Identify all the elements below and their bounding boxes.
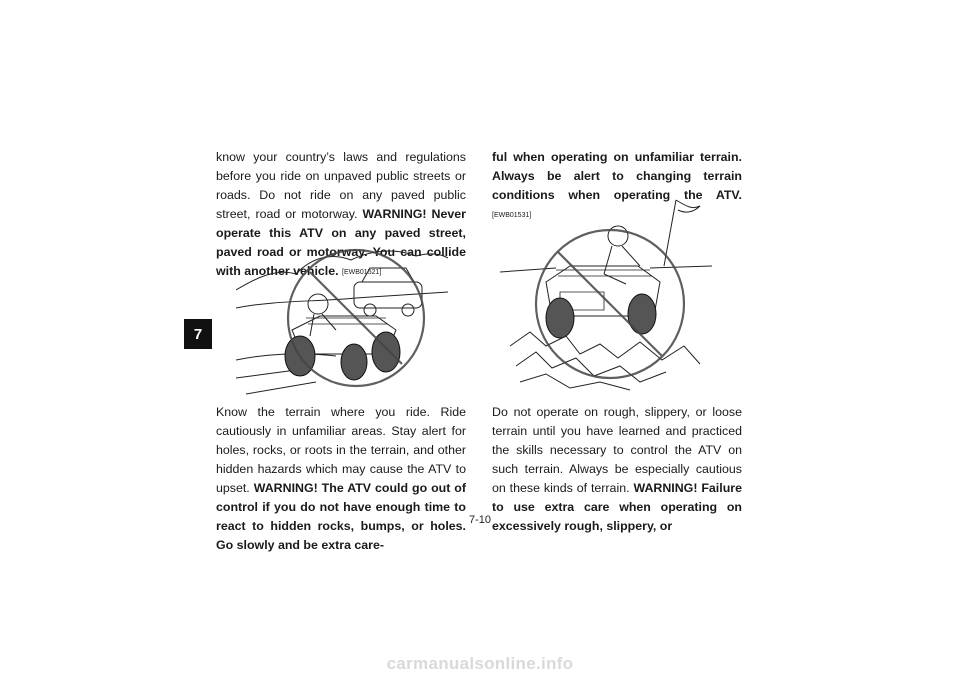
terrain-paragraph <box>216 403 466 555</box>
rough-terrain-text: Do not operate on rough, slippery, or loose terrain until you have learned and practiced the skills necessary to control the ATV on such terrain. Always be especially cautious on these kinds of terrain. <box>492 405 742 495</box>
rough-terrain-warning: WARNING! Failure to use extra care when operating on excessively rough, slippery, or <box>492 481 742 533</box>
chapter-tab: 7 <box>184 319 212 349</box>
atv-on-rough-terrain-illustration <box>500 196 712 392</box>
atv-on-paved-road-illustration <box>236 238 448 398</box>
paved-roads-warning: WARNING! Never operate this ATV on any paved street, paved road or motorway. You can collide with another vehicle. <box>216 207 466 278</box>
left-column-bottom <box>216 403 466 555</box>
unfamiliar-terrain-warning: ful when operating on unfamiliar terrain. Always be alert to changing terrain conditions when operating the ATV. <box>492 150 742 202</box>
terrain-text: Know the terrain where you ride. Ride cautiously in unfamiliar areas. Stay alert for holes, rocks, or roots in the terrain, and other hidden hazards which may cause the ATV to upset. <box>216 405 466 495</box>
paved-roads-warning-code: [EWB01521] <box>342 269 382 276</box>
terrain-warning: WARNING! The ATV could go out of control if you do not have enough time to react to hidden rocks, bumps, or holes. Go slowly and be extra care- <box>216 481 466 552</box>
paved-roads-text: know your country’s laws and regulations before you ride on unpaved public streets or roads. Do not ride on any paved public street, road or motorway. <box>216 150 466 221</box>
unfamiliar-terrain-warning-code: [EWB01531] <box>492 212 532 219</box>
watermark: carmanualsonline.info <box>386 654 574 673</box>
page-number: 7-10 <box>468 514 492 526</box>
right-column-bottom <box>492 403 742 536</box>
rough-terrain-paragraph <box>492 403 742 536</box>
